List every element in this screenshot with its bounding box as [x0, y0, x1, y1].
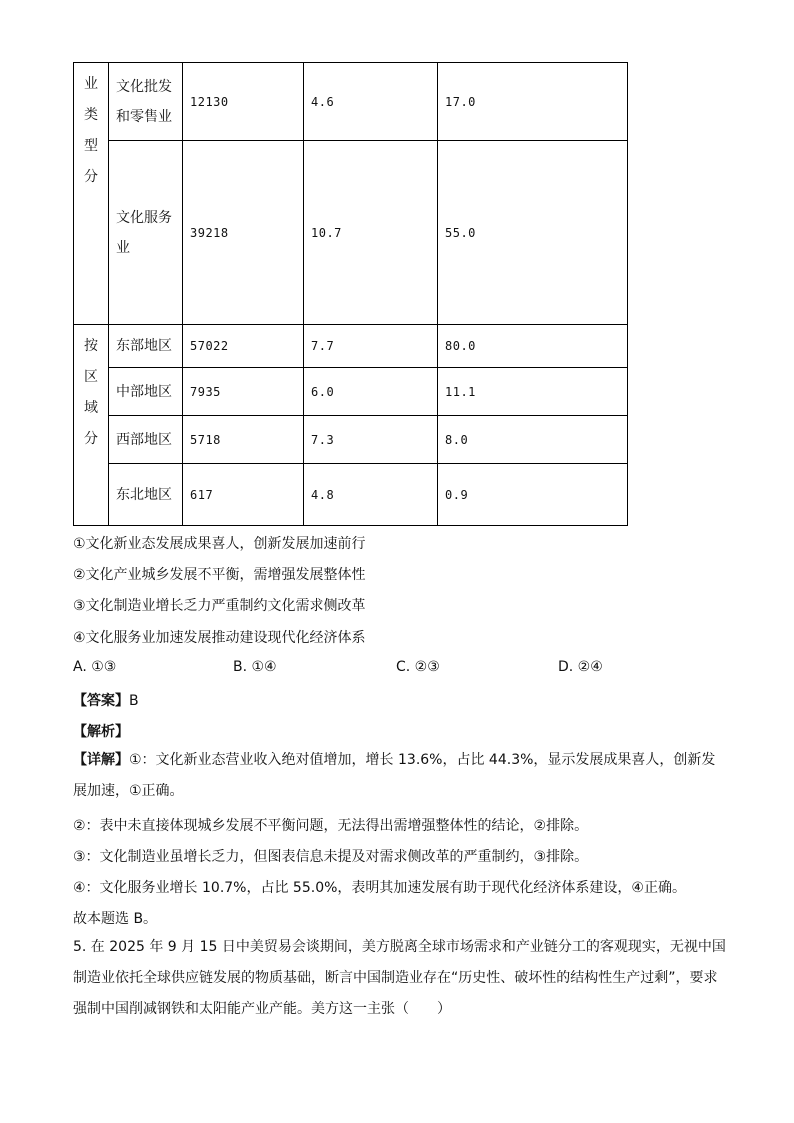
group-label-char: 区	[84, 369, 98, 385]
option-a: A. ①③	[73, 659, 117, 675]
group-label-char: 类	[84, 107, 98, 123]
statement-1: ①文化新业态发展成果喜人，创新发展加速前行	[73, 536, 366, 552]
table-growth-cell: 6.0	[304, 368, 438, 416]
detail-paragraph-1	[73, 745, 728, 807]
table-share-cell: 0.9	[438, 464, 628, 526]
statistics-table	[73, 62, 628, 526]
answer-tag: 【答案】	[73, 693, 129, 709]
detail-text-1: ①：文化新业态营业收入绝对值增加，增长 13.6%，占比 44.3%，显示发展成果喜人，创新发展加速，①正确。	[73, 752, 716, 799]
statement-3: ③文化制造业增长乏力严重制约文化需求侧改革	[73, 598, 366, 614]
group-label-char: 业	[84, 76, 98, 92]
table-category-cell: 东北地区	[109, 464, 183, 526]
table-category-cell: 文化批发和零售业	[109, 63, 183, 141]
option-b: B. ①④	[233, 659, 277, 675]
table-group-label	[74, 325, 109, 526]
option-d: D. ②④	[558, 659, 603, 675]
table-group-label	[74, 63, 109, 325]
table-category-cell: 西部地区	[109, 416, 183, 464]
detail-paragraph-3: ③：文化制造业虽增长乏力，但图表信息未提及对需求侧改革的严重制约，③排除。	[73, 849, 589, 865]
table-row	[74, 325, 628, 368]
statement-4: ④文化服务业加速发展推动建设现代化经济体系	[73, 630, 366, 646]
question-5: 5. 在 2025 年 9 月 15 日中美贸易会谈期间，美方脱离全球市场需求和产业链分工的客观现实，无视中国制造业依托全球供应链发展的物质基础，断言中国制造业存在“历史性、破坏性的结构性生产过剩”，要求强制中国削减钢铁和太阳能产业产能。美方这一主张（ ）	[73, 939, 726, 1017]
option-c: C. ②③	[396, 659, 440, 675]
table-share-cell: 8.0	[438, 416, 628, 464]
table-value-cell: 5718	[183, 416, 304, 464]
group-label-char: 型	[84, 138, 98, 154]
table-growth-cell: 7.7	[304, 325, 438, 368]
table-growth-cell: 7.3	[304, 416, 438, 464]
table-value-cell: 57022	[183, 325, 304, 368]
table-category-cell: 文化服务业	[109, 141, 183, 325]
table-growth-cell: 10.7	[304, 141, 438, 325]
answer-line	[73, 690, 139, 710]
detail-paragraph-4: ④：文化服务业增长 10.7%，占比 55.0%，表明其加速发展有助于现代化经济体系建设，④正确。	[73, 880, 686, 896]
table-share-cell: 55.0	[438, 141, 628, 325]
detail-paragraph-2: ②：表中未直接体现城乡发展不平衡问题，无法得出需增强整体性的结论，②排除。	[73, 818, 589, 834]
table-category-cell: 中部地区	[109, 368, 183, 416]
table-category-cell: 东部地区	[109, 325, 183, 368]
table-row	[74, 141, 628, 325]
table-value-cell: 12130	[183, 63, 304, 141]
detail-tag: 【详解】	[73, 752, 129, 768]
table-row	[74, 368, 628, 416]
table-share-cell: 80.0	[438, 325, 628, 368]
group-label-char: 分	[84, 169, 98, 185]
table-value-cell: 39218	[183, 141, 304, 325]
table-growth-cell: 4.6	[304, 63, 438, 141]
table-value-cell: 617	[183, 464, 304, 526]
table-row	[74, 416, 628, 464]
answer-options	[73, 659, 733, 679]
table-share-cell: 11.1	[438, 368, 628, 416]
group-label-char: 按	[84, 338, 98, 354]
answer-value: B	[129, 693, 139, 709]
statement-2: ②文化产业城乡发展不平衡，需增强发展整体性	[73, 567, 366, 583]
table-row	[74, 63, 628, 141]
table-growth-cell: 4.8	[304, 464, 438, 526]
table-share-cell: 17.0	[438, 63, 628, 141]
group-label-char: 域	[84, 400, 98, 416]
detail-conclusion: 故本题选 B。	[73, 911, 158, 927]
table-row	[74, 464, 628, 526]
table-value-cell: 7935	[183, 368, 304, 416]
analysis-tag: 【解析】	[73, 724, 129, 740]
group-label-char: 分	[84, 431, 98, 447]
